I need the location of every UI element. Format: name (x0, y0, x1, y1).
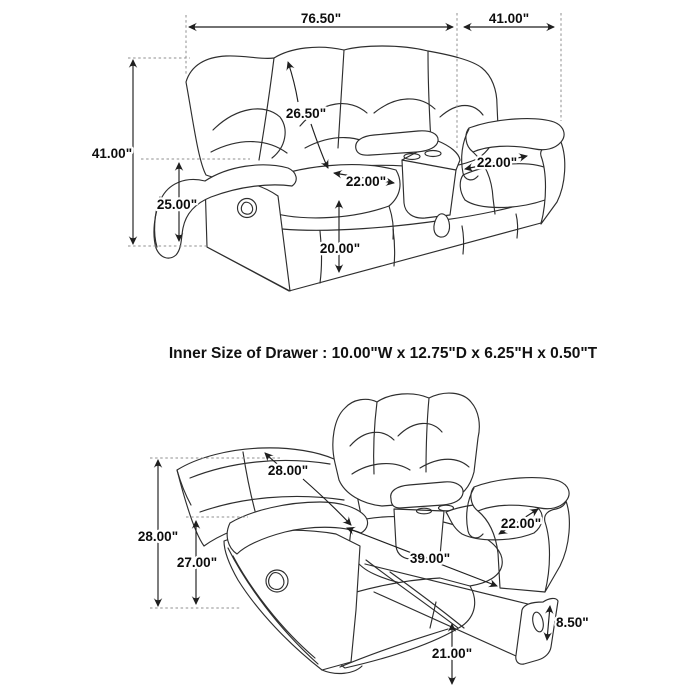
drawer-inner-size-note: Inner Size of Drawer : 10.00"W x 12.75"D x 6.25"H x 0.50"T (168, 345, 598, 362)
upright-right-seat-cushion (460, 164, 554, 208)
reclined-left-arm-panel (224, 530, 360, 670)
dim-seat-width-right: 22.00" (476, 155, 518, 170)
reclined-console-lid (391, 482, 463, 508)
upright-left-arm-panel (205, 180, 290, 291)
dim-back-height: 26.50" (285, 106, 327, 121)
dim-reclined-arm-height: 27.00" (176, 555, 218, 570)
dim-footrest-to-floor: 21.00" (431, 646, 473, 661)
dim-footrest-height: 8.50" (556, 615, 589, 630)
reclined-right-arm-side (545, 501, 570, 592)
dim-reclined-back-length: 28.00" (267, 463, 309, 478)
dim-overall-depth: 41.00" (488, 11, 530, 26)
console-strap (434, 214, 450, 237)
reclined-loveseat-drawing (177, 393, 569, 673)
dim-overall-height: 41.00" (91, 146, 133, 161)
cupholder (439, 505, 454, 511)
dim-reclined-overall-height: 28.00" (137, 529, 179, 544)
dim-arm-height: 25.00" (156, 197, 198, 212)
dim-reclined-seat-width: 22.00" (500, 516, 542, 531)
dim-seat-width-left: 22.00" (345, 174, 387, 189)
dim-seat-height: 20.00" (319, 241, 361, 256)
dim-reclined-seat-length: 39.00" (409, 551, 451, 566)
dim-overall-width: 76.50" (300, 11, 342, 26)
